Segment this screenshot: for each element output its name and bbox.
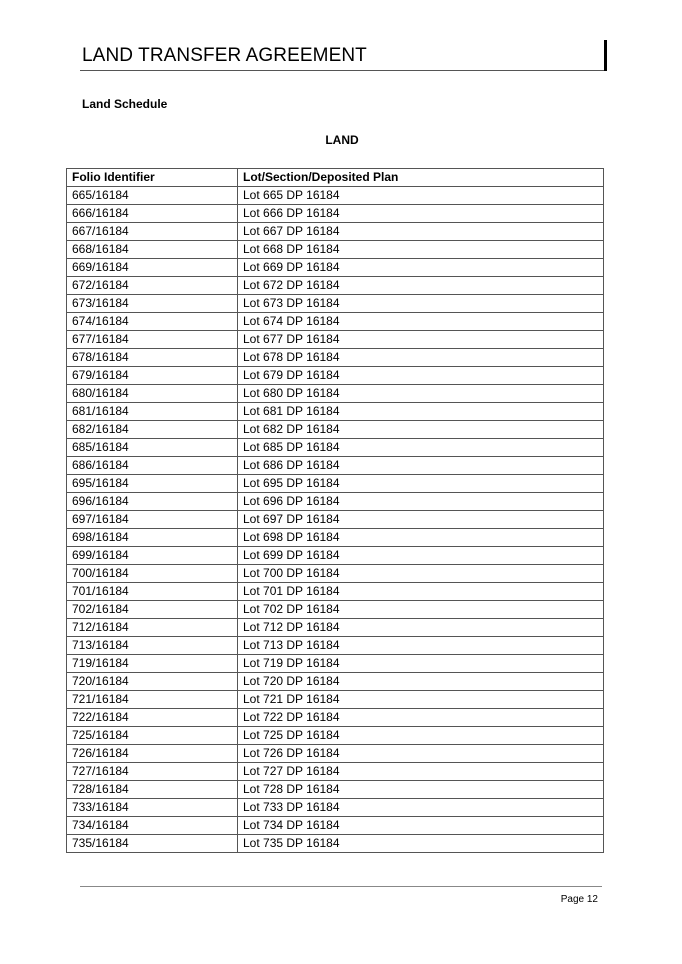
table-row xyxy=(67,403,604,421)
folio-identifier-cell: 712/16184 xyxy=(67,619,238,637)
lot-plan-cell: Lot 700 DP 16184 xyxy=(238,565,604,583)
folio-identifier-cell: 733/16184 xyxy=(67,799,238,817)
folio-identifier-cell: 669/16184 xyxy=(67,259,238,277)
folio-identifier-cell: 668/16184 xyxy=(67,241,238,259)
folio-identifier-cell: 686/16184 xyxy=(67,457,238,475)
lot-plan-cell: Lot 712 DP 16184 xyxy=(238,619,604,637)
lot-plan-cell: Lot 677 DP 16184 xyxy=(238,331,604,349)
lot-plan-cell: Lot 702 DP 16184 xyxy=(238,601,604,619)
lot-plan-cell: Lot 665 DP 16184 xyxy=(238,187,604,205)
folio-identifier-cell: 725/16184 xyxy=(67,727,238,745)
lot-plan-cell: Lot 673 DP 16184 xyxy=(238,295,604,313)
folio-identifier-cell: 667/16184 xyxy=(67,223,238,241)
lot-plan-cell: Lot 679 DP 16184 xyxy=(238,367,604,385)
folio-identifier-cell: 666/16184 xyxy=(67,205,238,223)
lot-plan-cell: Lot 698 DP 16184 xyxy=(238,529,604,547)
folio-identifier-cell: 719/16184 xyxy=(67,655,238,673)
lot-plan-cell: Lot 680 DP 16184 xyxy=(238,385,604,403)
folio-identifier-cell: 679/16184 xyxy=(67,367,238,385)
land-table-body xyxy=(67,187,604,853)
lot-plan-cell: Lot 696 DP 16184 xyxy=(238,493,604,511)
lot-plan-cell: Lot 721 DP 16184 xyxy=(238,691,604,709)
lot-plan-cell: Lot 668 DP 16184 xyxy=(238,241,604,259)
lot-plan-cell: Lot 735 DP 16184 xyxy=(238,835,604,853)
table-row xyxy=(67,619,604,637)
table-row xyxy=(67,691,604,709)
folio-identifier-cell: 713/16184 xyxy=(67,637,238,655)
folio-identifier-cell: 700/16184 xyxy=(67,565,238,583)
folio-identifier-cell: 665/16184 xyxy=(67,187,238,205)
lot-plan-cell: Lot 699 DP 16184 xyxy=(238,547,604,565)
folio-identifier-cell: 678/16184 xyxy=(67,349,238,367)
header-row xyxy=(67,169,604,187)
table-row xyxy=(67,763,604,781)
folio-identifier-cell: 695/16184 xyxy=(67,475,238,493)
lot-plan-cell: Lot 720 DP 16184 xyxy=(238,673,604,691)
table-row xyxy=(67,655,604,673)
table-row xyxy=(67,745,604,763)
table-row xyxy=(67,223,604,241)
lot-plan-cell: Lot 722 DP 16184 xyxy=(238,709,604,727)
lot-plan-cell: Lot 725 DP 16184 xyxy=(238,727,604,745)
lot-plan-cell: Lot 686 DP 16184 xyxy=(238,457,604,475)
lot-plan-cell: Lot 674 DP 16184 xyxy=(238,313,604,331)
table-row xyxy=(67,367,604,385)
table-row xyxy=(67,385,604,403)
table-row xyxy=(67,799,604,817)
table-row xyxy=(67,421,604,439)
folio-identifier-cell: 702/16184 xyxy=(67,601,238,619)
folio-identifier-cell: 672/16184 xyxy=(67,277,238,295)
folio-identifier-cell: 685/16184 xyxy=(67,439,238,457)
table-row xyxy=(67,241,604,259)
column-header-folio-identifier: Folio Identifier xyxy=(67,169,238,187)
folio-identifier-cell: 720/16184 xyxy=(67,673,238,691)
table-row xyxy=(67,817,604,835)
lot-plan-cell: Lot 685 DP 16184 xyxy=(238,439,604,457)
table-row xyxy=(67,547,604,565)
lot-plan-cell: Lot 697 DP 16184 xyxy=(238,511,604,529)
table-row xyxy=(67,277,604,295)
folio-identifier-cell: 721/16184 xyxy=(67,691,238,709)
folio-identifier-cell: 677/16184 xyxy=(67,331,238,349)
table-row xyxy=(67,511,604,529)
lot-plan-cell: Lot 681 DP 16184 xyxy=(238,403,604,421)
table-row xyxy=(67,313,604,331)
table-row xyxy=(67,781,604,799)
document-title: LAND TRANSFER AGREEMENT xyxy=(82,45,367,66)
table-row xyxy=(67,835,604,853)
folio-identifier-cell: 726/16184 xyxy=(67,745,238,763)
land-table xyxy=(66,168,604,853)
lot-plan-cell: Lot 727 DP 16184 xyxy=(238,763,604,781)
table-row xyxy=(67,709,604,727)
folio-identifier-cell: 699/16184 xyxy=(67,547,238,565)
table-row xyxy=(67,637,604,655)
table-row xyxy=(67,727,604,745)
folio-identifier-cell: 697/16184 xyxy=(67,511,238,529)
lot-plan-cell: Lot 733 DP 16184 xyxy=(238,799,604,817)
lot-plan-cell: Lot 669 DP 16184 xyxy=(238,259,604,277)
land-table-header xyxy=(67,169,604,187)
folio-identifier-cell: 696/16184 xyxy=(67,493,238,511)
table-row xyxy=(67,493,604,511)
lot-plan-cell: Lot 666 DP 16184 xyxy=(238,205,604,223)
lot-plan-cell: Lot 672 DP 16184 xyxy=(238,277,604,295)
table-row xyxy=(67,205,604,223)
table-row xyxy=(67,295,604,313)
lot-plan-cell: Lot 726 DP 16184 xyxy=(238,745,604,763)
table-row xyxy=(67,601,604,619)
table-row xyxy=(67,673,604,691)
folio-identifier-cell: 727/16184 xyxy=(67,763,238,781)
table-row xyxy=(67,259,604,277)
lot-plan-cell: Lot 695 DP 16184 xyxy=(238,475,604,493)
table-row xyxy=(67,439,604,457)
page-footer xyxy=(80,886,602,905)
lot-plan-cell: Lot 667 DP 16184 xyxy=(238,223,604,241)
lot-plan-cell: Lot 713 DP 16184 xyxy=(238,637,604,655)
folio-identifier-cell: 674/16184 xyxy=(67,313,238,331)
table-row xyxy=(67,349,604,367)
lot-plan-cell: Lot 719 DP 16184 xyxy=(238,655,604,673)
table-row xyxy=(67,529,604,547)
table-row xyxy=(67,457,604,475)
table-row xyxy=(67,331,604,349)
lot-plan-cell: Lot 734 DP 16184 xyxy=(238,817,604,835)
folio-identifier-cell: 682/16184 xyxy=(67,421,238,439)
page-header xyxy=(80,44,606,71)
table-row xyxy=(67,565,604,583)
section-heading: Land Schedule xyxy=(82,97,168,111)
lot-plan-cell: Lot 678 DP 16184 xyxy=(238,349,604,367)
folio-identifier-cell: 680/16184 xyxy=(67,385,238,403)
table-caption: LAND xyxy=(325,133,359,147)
table-row xyxy=(67,583,604,601)
folio-identifier-cell: 681/16184 xyxy=(67,403,238,421)
folio-identifier-cell: 673/16184 xyxy=(67,295,238,313)
folio-identifier-cell: 728/16184 xyxy=(67,781,238,799)
folio-identifier-cell: 735/16184 xyxy=(67,835,238,853)
lot-plan-cell: Lot 701 DP 16184 xyxy=(238,583,604,601)
lot-plan-cell: Lot 682 DP 16184 xyxy=(238,421,604,439)
page-number: Page 12 xyxy=(560,894,598,905)
table-row xyxy=(67,475,604,493)
column-header-lot-section-plan: Lot/Section/Deposited Plan xyxy=(238,169,604,187)
folio-identifier-cell: 722/16184 xyxy=(67,709,238,727)
table-row xyxy=(67,187,604,205)
folio-identifier-cell: 698/16184 xyxy=(67,529,238,547)
header-margin-bar xyxy=(604,40,607,71)
lot-plan-cell: Lot 728 DP 16184 xyxy=(238,781,604,799)
folio-identifier-cell: 734/16184 xyxy=(67,817,238,835)
folio-identifier-cell: 701/16184 xyxy=(67,583,238,601)
